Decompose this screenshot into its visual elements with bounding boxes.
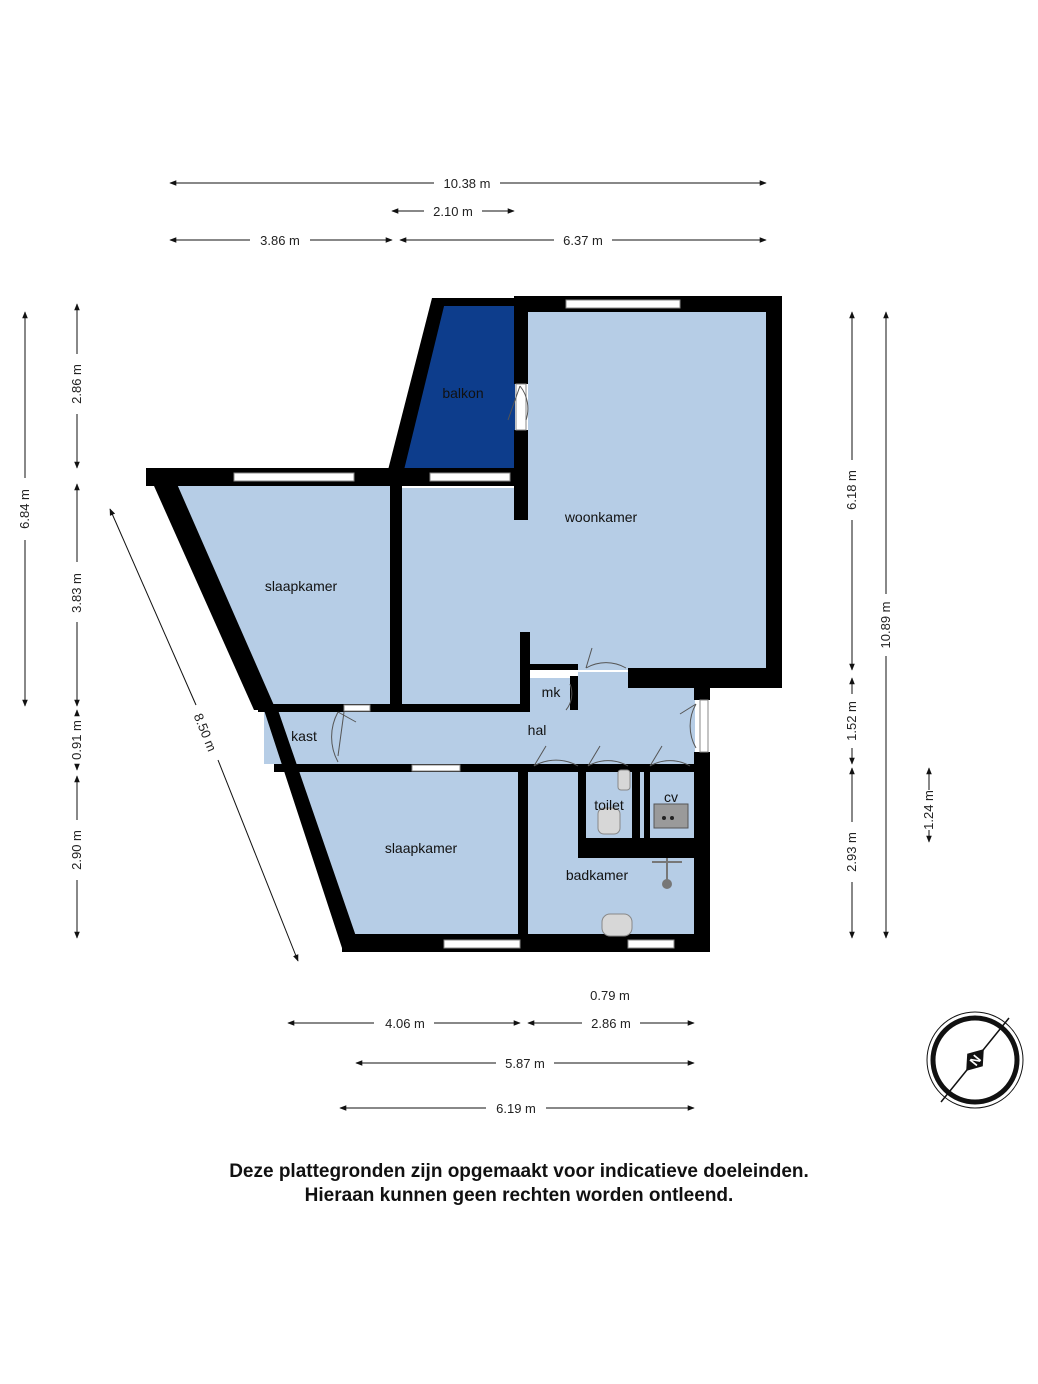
dim-top-left: 3.86 m xyxy=(260,233,300,248)
window-woonkamer-balkon xyxy=(430,473,510,481)
toilet-tank-icon xyxy=(618,770,630,790)
dim-left-2: 3.83 m xyxy=(69,573,84,613)
window-slaapkamer-top xyxy=(234,473,354,481)
balkon-wall-top xyxy=(432,298,522,306)
dim-left-outer: 6.84 m xyxy=(17,489,32,529)
woonkamer-wall-left-upper xyxy=(514,296,528,384)
mk-wall-top xyxy=(530,664,578,670)
dim-left-1: 2.86 m xyxy=(69,364,84,404)
dim-bottom-small: 0.79 m xyxy=(590,988,630,1003)
label-kast: kast xyxy=(291,728,317,744)
shower-head-icon xyxy=(662,879,672,889)
corridor-wall-top xyxy=(258,704,530,712)
dim-bottom-1: 4.06 m xyxy=(385,1016,425,1031)
label-toilet: toilet xyxy=(594,797,624,813)
dim-line-diagonal xyxy=(218,760,298,961)
cv-dot-icon xyxy=(670,816,674,820)
woonkamer-wall-right xyxy=(766,296,782,688)
compass-icon xyxy=(927,1012,1023,1108)
window-balkon-door xyxy=(516,384,526,430)
dim-diagonal: 8.50 m xyxy=(190,711,220,754)
window-slaapkamer-bottom xyxy=(444,940,520,948)
disclaimer-line-2: Hieraan kunnen geen rechten worden ontleend. xyxy=(304,1185,734,1206)
dim-bottom-4: 6.19 m xyxy=(496,1101,536,1116)
sink-icon xyxy=(602,914,632,936)
cv-boiler-icon xyxy=(654,804,688,828)
label-woonkamer: woonkamer xyxy=(564,509,638,525)
dim-bottom-3: 5.87 m xyxy=(505,1056,545,1071)
label-slaapkamer-top: slaapkamer xyxy=(264,578,338,594)
dim-right-2: 1.52 m xyxy=(844,701,859,741)
window-hal-right xyxy=(700,700,708,752)
dim-right-small: 1.24 m xyxy=(921,790,936,830)
dim-right-1: 6.18 m xyxy=(844,470,859,510)
disclaimer xyxy=(0,1160,1038,1208)
hal-wall-right xyxy=(694,680,710,700)
label-cv: cv xyxy=(664,789,678,805)
mk-walls-right xyxy=(570,676,578,710)
window-corridor-bottom xyxy=(412,765,460,771)
dim-left-4: 2.90 m xyxy=(69,830,84,870)
dim-right-3: 2.93 m xyxy=(844,832,859,872)
window-corridor-top xyxy=(344,705,370,711)
woonkamer-wall-partition xyxy=(520,632,530,710)
label-badkamer: badkamer xyxy=(565,867,629,883)
label-balkon: balkon xyxy=(442,385,484,401)
dim-bottom-2: 2.86 m xyxy=(591,1016,631,1031)
label-hal: hal xyxy=(527,722,547,738)
label-slaapkamer-bottom: slaapkamer xyxy=(384,840,458,856)
disclaimer-line-1: Deze plattegronden zijn opgemaakt voor indicatieve doeleinden. xyxy=(229,1161,809,1182)
window-badkamer xyxy=(628,940,674,948)
cv-wall-left xyxy=(644,768,650,838)
corridor-wall-bottom xyxy=(274,764,694,772)
dim-left-3: 0.91 m xyxy=(69,720,84,760)
slaapkamer-top-wall-right xyxy=(390,480,402,710)
compass-n-label: N xyxy=(966,1051,985,1069)
cv-dot-icon xyxy=(662,816,666,820)
dim-right-total: 10.89 m xyxy=(878,601,893,649)
bedroom-bath-wall xyxy=(518,768,528,948)
dim-top-right: 6.37 m xyxy=(563,233,603,248)
window-woonkamer-top xyxy=(566,300,680,308)
dim-top-total: 10.38 m xyxy=(443,176,491,191)
dim-top-middle: 2.10 m xyxy=(433,204,473,219)
label-mk: mk xyxy=(541,684,561,700)
toilet-wall-bottom xyxy=(578,838,710,858)
